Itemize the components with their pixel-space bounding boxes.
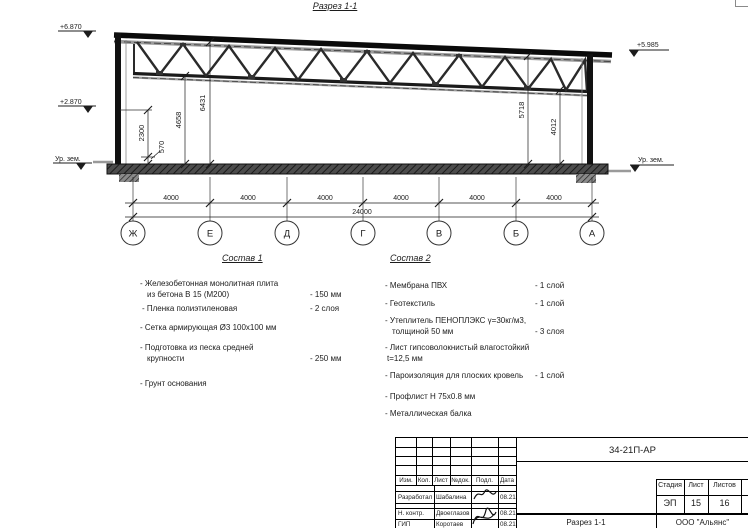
tb-name-shabalina: Шабалина — [436, 493, 467, 501]
axis-bubble-e — [198, 221, 222, 245]
list-item — [385, 315, 635, 337]
tb-col-list: Лист — [434, 477, 448, 484]
dim-4000-2: 4000 — [240, 195, 256, 202]
item-value: - 2 слоя — [310, 304, 340, 313]
dim-570: 570 — [157, 140, 166, 154]
axis-label: А — [588, 228, 596, 240]
tb-date: 08.21 — [500, 521, 516, 528]
axis-bubble-v — [427, 221, 451, 245]
composition-list-1 — [140, 248, 375, 398]
axis-bubble-zh — [121, 221, 145, 245]
list-item — [385, 370, 635, 381]
tb-listov-value: 16 — [719, 498, 730, 508]
dim-2300: 2300 — [137, 124, 146, 142]
dim-4658: 4658 — [174, 111, 183, 129]
item-value: - 250 мм — [310, 354, 342, 363]
axis-bubble-g — [351, 221, 375, 245]
elevation-flag-icon — [83, 31, 93, 38]
axis-bubbles — [121, 221, 604, 245]
tb-sheet-title: Разрез 1-1 — [566, 518, 606, 527]
axis-bubble-b — [504, 221, 528, 245]
elevation-mark-left-mid — [58, 99, 96, 113]
list-item — [385, 408, 635, 419]
ground-label: Ур. зем. — [55, 156, 81, 163]
item-text: - Подготовка из песка средней — [140, 343, 254, 352]
dim-24000: 24000 — [352, 209, 372, 216]
item-value: - 1 слой — [535, 371, 565, 380]
dim-4000-1: 4000 — [163, 195, 179, 202]
left-column — [115, 33, 121, 166]
axis-label: Ж — [128, 228, 138, 240]
tb-doc-number: 34-21П-АР — [609, 445, 656, 456]
tb-role-gip: ГИП — [398, 521, 411, 528]
list-item — [140, 342, 375, 364]
item-text: - Мембрана ПВХ — [385, 281, 448, 290]
item-value: - 1 слой — [535, 299, 565, 308]
item-text: толщиной 50 мм — [392, 327, 454, 336]
elevation-flag-icon — [76, 163, 86, 170]
dim-4000-5: 4000 — [469, 195, 485, 202]
composition-list-2 — [385, 248, 635, 423]
list-item — [385, 280, 635, 291]
elevation-flag-icon — [629, 50, 639, 57]
axis-label: Б — [512, 228, 520, 240]
elevation-value: +6.870 — [60, 24, 82, 31]
left-footing — [119, 174, 139, 182]
tb-name-korotaev: Коротаев — [436, 521, 464, 528]
right-footing — [576, 174, 596, 183]
item-text: - Профлист Н 75х0.8 мм — [385, 392, 476, 401]
tb-col-data: Дата — [500, 477, 514, 484]
signature-1 — [472, 487, 498, 502]
title-block — [395, 437, 748, 528]
ground-label: Ур. зем. — [638, 157, 664, 164]
right-column — [587, 54, 593, 166]
tb-listov-header: Листов — [713, 482, 736, 489]
elevation-flag-icon — [630, 165, 640, 172]
axis-bubble-d — [275, 221, 299, 245]
tb-date: 08.21 — [500, 510, 516, 517]
item-text: - Грунт основания — [140, 379, 207, 388]
item-text: - Железобетонная монолитная плита — [140, 279, 279, 288]
floor-slab — [107, 164, 608, 174]
elevation-value: +5.985 — [637, 42, 659, 49]
composition-2-title: Состав 2 — [390, 253, 431, 263]
tb-date: 08.21 — [500, 493, 516, 501]
dim-4000-6: 4000 — [546, 195, 562, 202]
item-value: - 150 мм — [310, 290, 342, 299]
tb-company: ООО "Альянс" — [675, 518, 730, 527]
list-item — [140, 378, 375, 389]
list-item — [385, 298, 635, 309]
tb-col-ndok: №док. — [451, 477, 470, 484]
list-item — [385, 391, 635, 402]
list-item — [140, 278, 375, 300]
item-text: из бетона В 15 (М200) — [147, 290, 230, 299]
dim-6431: 6431 — [198, 94, 207, 112]
axis-label: Д — [283, 228, 291, 240]
item-text: - Пароизоляция для плоских кровель — [385, 371, 524, 380]
tb-stage-header: Стадия — [658, 482, 682, 489]
item-text: t=12,5 мм — [387, 354, 423, 363]
dim-5718: 5718 — [517, 101, 526, 119]
dim-4000-3: 4000 — [317, 195, 333, 202]
tb-col-podl: Подл. — [476, 477, 493, 484]
elevation-flag-icon — [83, 106, 93, 113]
ground-level-mark-right — [630, 157, 674, 172]
tb-col-izm: Изм. — [399, 477, 413, 484]
axis-label: В — [435, 228, 443, 240]
item-value: - 1 слой — [535, 281, 565, 290]
tb-name-dvoeglazov: Двоеглазов — [436, 510, 470, 517]
tb-role-razrabotal: Разработал — [398, 493, 433, 501]
item-text: - Геотекстиль — [385, 299, 435, 308]
item-text: - Металлическая балка — [385, 409, 472, 418]
elevation-mark-right-top — [629, 42, 669, 57]
composition-1-title: Состав 1 — [222, 253, 263, 263]
dim-4012: 4012 — [549, 118, 558, 136]
dim-4000-4: 4000 — [393, 195, 409, 202]
horizontal-dimension-labels — [163, 195, 562, 216]
item-text: - Сетка армирующая Ø3 100х100 мм — [140, 323, 277, 332]
ground-level-mark-left — [53, 156, 92, 170]
tb-col-kol: Кол. — [417, 477, 431, 484]
item-text: крупности — [147, 354, 185, 363]
tb-stage-value: ЭП — [663, 498, 677, 508]
list-item — [140, 303, 375, 314]
axis-bubble-a — [580, 221, 604, 245]
axis-label: Г — [360, 228, 366, 240]
item-value: - 3 слоя — [535, 327, 565, 336]
tb-list-value: 15 — [690, 498, 701, 508]
vertical-dimension-labels — [137, 95, 558, 154]
list-item — [140, 322, 375, 333]
tb-list-header: Лист — [688, 482, 704, 489]
signature-2 — [470, 502, 498, 528]
item-text: - Пленка полиэтиленовая — [142, 304, 238, 313]
axis-label: Е — [206, 228, 214, 240]
item-text: - Утеплитель ПЕНОПЛЭКС γ=30кг/м3, — [385, 316, 527, 325]
elevation-mark-left-top — [58, 24, 96, 38]
item-text: - Лист гипсоволокнистый влагостойкий — [385, 343, 530, 352]
list-item — [385, 342, 635, 364]
section-drawing — [0, 0, 748, 250]
elevation-value: +2.870 — [60, 99, 82, 106]
section-view-title: Разрез 1-1 — [312, 1, 358, 11]
tb-role-nkontr: Н. контр. — [398, 510, 424, 517]
